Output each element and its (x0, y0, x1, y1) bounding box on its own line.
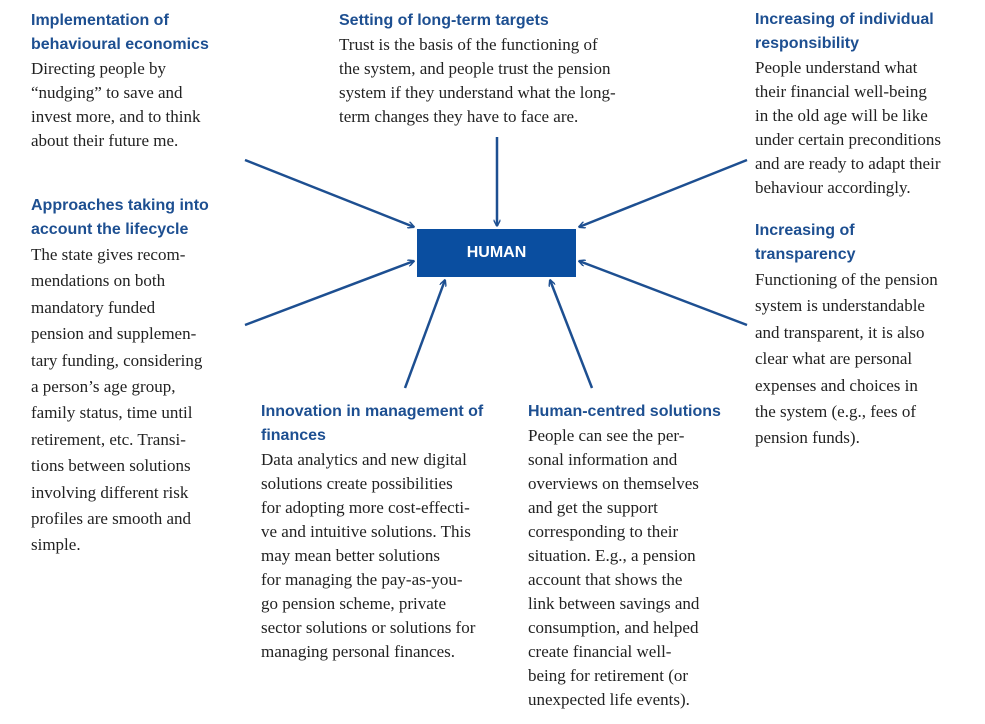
block-text: People understand what their financial well-being in the old age will be like under certain preconditions and are ready to adapt their behaviour accordingly. (755, 58, 941, 197)
block-heading: Approaches taking into account the lifecycle (31, 197, 209, 238)
block-heading: Implementation of behavioural economics (31, 12, 209, 53)
arrow-human-centred (550, 280, 592, 388)
block-text: People can see the per- sonal information and overviews on themselves and get the support corresponding to their situation. E.g., a pension account that shows the link between savings and consumption, and helped create financial well- being for retirement (or unexpected life events). (528, 426, 700, 709)
block-behavioural (31, 9, 251, 153)
block-heading: Human-centred solutions (528, 403, 721, 420)
center-label: HUMAN (466, 244, 527, 261)
block-heading: Setting of long-term targets (339, 12, 549, 29)
block-heading: Innovation in management of finances (261, 403, 484, 444)
arrow-lifecycle (245, 261, 414, 325)
block-text: Directing people by “nudging” to save and invest more, and to think about their future me. (31, 59, 201, 150)
block-responsibility (755, 8, 983, 200)
block-human-centred (528, 400, 743, 712)
block-text: The state gives recom- mendations on both mandatory funded pension and supplemen- tary funding, considering a person’s age group, family status, time until retirement, etc. Transi- tions between solutions involving different risk profiles are smooth and simple. (31, 245, 203, 555)
arrow-transparency (579, 261, 747, 325)
block-heading: Increasing of individual responsibility (755, 11, 934, 52)
arrow-responsibility (579, 160, 747, 227)
center-box-human (417, 229, 576, 277)
block-heading: Increasing of transparency (755, 222, 856, 263)
block-text: Functioning of the pension system is understandable and transparent, it is also clear what are personal expenses and choices in the system (e.g., fees of pension funds). (755, 270, 938, 448)
block-lifecycle (31, 194, 246, 559)
block-text: Data analytics and new digital solutions create possibilities for adopting more cost-effecti- ve and intuitive solutions. This may mean better solutions for managing the pay-as-you- go pension scheme, private sector solutions or solutions for managing personal finances. (261, 450, 476, 661)
block-targets (339, 9, 669, 129)
block-innovation (261, 400, 516, 664)
arrow-behavioural (245, 160, 414, 227)
block-text: Trust is the basis of the functioning of the system, and people trust the pension system if they understand what the long- term changes they have to face are. (339, 35, 616, 126)
arrow-innovation (405, 280, 445, 388)
block-transparency (755, 219, 983, 452)
